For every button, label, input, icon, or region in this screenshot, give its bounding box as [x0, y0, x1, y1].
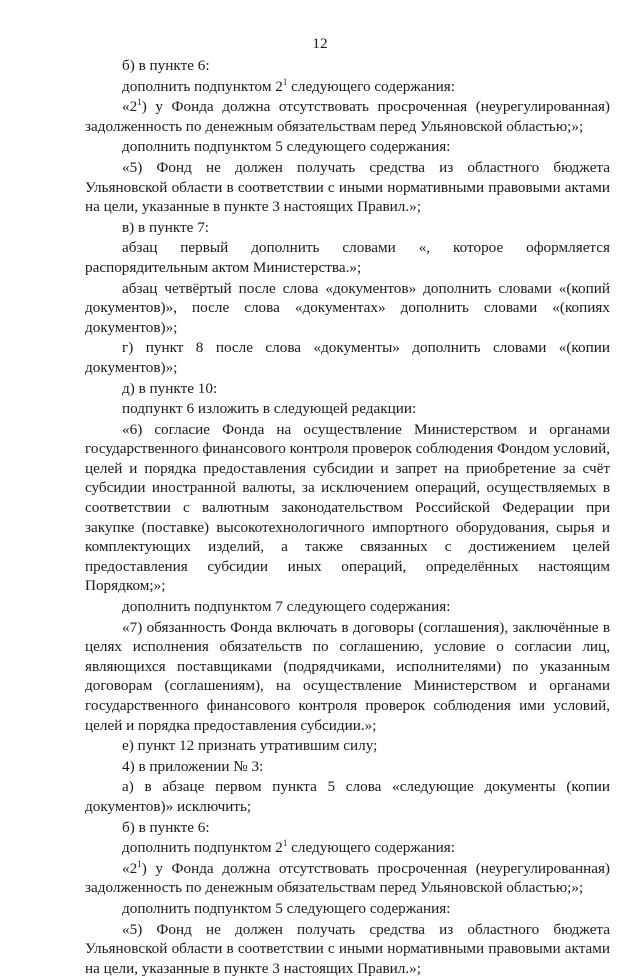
paragraph: е) пункт 12 признать утратившим силу; [122, 737, 378, 755]
paragraph: б) в пункте 6: [122, 818, 210, 836]
paragraph: а) в абзаце первом пункта 5 слова «следующие документы (копии документов)» исключить; [85, 778, 610, 815]
paragraph: г) пункт 8 после слова «документы» дополнить словами «(копии документов)»; [85, 339, 610, 376]
paragraph: «7) обязанность Фонда включать в договоры (соглашения), заключённые в целях исполнения обязательств по соглашению, условие о согласии лиц, являющихся поставщиками (подрядчиками, исполнителями) по указанным договорам (соглашениям), на осуществление Министерством и органами государственного финансового контроля проверок соблюдения ими условий, целей и порядка предоставления субсидии.»; [85, 618, 610, 734]
paragraph-text: «2 [122, 859, 138, 877]
paragraph: «5) Фонд не должен получать средства из областного бюджета Ульяновской области в соответствии с иными нормативными правовыми актами на цели, указанные в пункте 3 настоящих Правил.»; [85, 158, 610, 216]
paragraph-text: «2 [122, 98, 138, 116]
paragraph: д) в пункте 10: [122, 379, 218, 397]
paragraph-text: ) у Фонда должна отсутствовать просроченная (неурегулированная) задолженность по денежным обязательствам перед Ульяновской областью;»; [85, 859, 610, 897]
paragraph: 4) в приложении № 3: [122, 757, 264, 775]
document-body [85, 56, 610, 979]
paragraph: дополнить подпунктом 5 следующего содержания: [122, 899, 451, 917]
paragraph: дополнить подпунктом 5 следующего содержания: [122, 138, 451, 156]
paragraph [85, 97, 610, 136]
paragraph [85, 859, 610, 898]
paragraph [85, 77, 610, 97]
superscript: 1 [282, 76, 288, 87]
paragraph: абзац четвёртый после слова «документов» дополнить словами «(копий документов)», после слова «документах» дополнить словами «(копиях документов)»; [85, 279, 610, 336]
paragraph: подпункт 6 изложить в следующей редакции: [122, 400, 417, 418]
paragraph-text: дополнить подпунктом 2 [122, 839, 283, 857]
paragraph: абзац первый дополнить словами «, которое оформляется распорядительным актом Министерства.»; [85, 239, 610, 276]
paragraph-text: дополнить подпунктом 2 [122, 77, 283, 95]
superscript: 1 [282, 838, 288, 849]
paragraph: «5) Фонд не должен получать средства из областного бюджета Ульяновской области в соответствии с иными нормативными правовыми актами на цели, указанные в пункте 3 настоящих Правил.»; [85, 920, 610, 977]
paragraph-text: ) у Фонда должна отсутствовать просроченная (неурегулированная) задолженность по денежным обязательствам перед Ульяновской областью;»; [85, 98, 610, 135]
paragraph: «6) согласие Фонда на осуществление Министерством и органами государственного финансового контроля проверок соблюдения Фондом условий, целей и порядка предоставления субсидии и запрет на приобретение за счёт субсидии иностранной валюты, за исключением операций, осуществляемых в соответствии с валютным законодательством Российской Федерации при закупке (поставке) высокотехнологичного импортного оборудования, сырья и комплектующих изделий, а также связанных с достижением целей предоставления субсидии иных операций, определённых настоящим Порядком;»; [85, 420, 610, 595]
paragraph [85, 838, 610, 858]
paragraph: в) в пункте 7: [122, 218, 210, 236]
paragraph: дополнить подпунктом 7 следующего содержания: [122, 598, 451, 616]
paragraph: б) в пункте 6: [122, 57, 210, 74]
superscript: 1 [137, 858, 142, 869]
paragraph-text: следующего содержания: [287, 839, 455, 857]
paragraph-text: следующего содержания: [287, 77, 455, 95]
superscript: 1 [137, 97, 142, 108]
page-number: 12 [312, 35, 328, 52]
